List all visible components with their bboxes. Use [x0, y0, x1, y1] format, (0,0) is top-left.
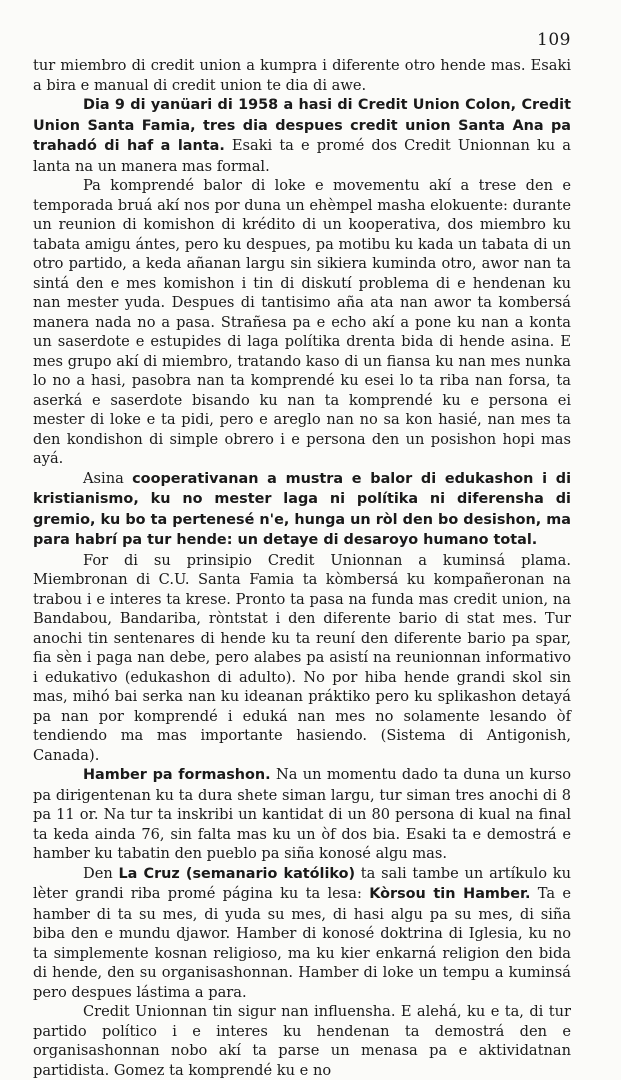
bold-text-run: Hamber pa formashon.: [83, 767, 271, 783]
paragraph: [33, 1002, 571, 1080]
text-run: Den: [83, 864, 119, 882]
paragraph: [33, 864, 571, 1003]
text-run: Credit Unionnan tin sigur nan influensha. E alehá, ku e ta, di tur partido político i e interes ku hendenan ta demostrá den e organisashonnan nobo akí ta parse un menasa pa e aktividatnan partidista. Gomez ta komprendé ku e no: [33, 1003, 571, 1079]
paragraph: [33, 765, 571, 864]
page-number: 109: [537, 30, 571, 50]
paragraph: [33, 56, 571, 95]
paragraph: [33, 95, 571, 176]
paragraph: [33, 176, 571, 469]
paragraph: [33, 551, 571, 766]
text-run: Esaki ta e promé dos Credit Unionnan ku a lanta na un manera mas formal.: [33, 137, 571, 175]
bold-text-run: cooperativanan a mustra e balor di edukashon i di kristianismo, ku no mester laga ni polítika ni diferensha di gremio, ku bo ta pertenesé n'e, hunga un ròl den bo desishon, ma para habrí pa tur hende: un detaye di desaroyo humano total.: [33, 470, 572, 548]
text-run: ta sali tambe un artíkulo ku lèter grandi riba promé página ku ta lesa:: [33, 864, 571, 902]
text-run: Pa komprendé balor di loke e movementu akí a trese den e temporada bruá akí nos por duna un ehèmpel masha elokuente: durante un reunion di komishon di krédito di un kooperativa, dos miembro ku tabata amigu ántes, pero ku despues, pa motibu ku kada un tabata di un otro partido, a keda añanan largu sin sikiera kuminda otro, awor nan ta sintá den e mes komishon i tin di diskutí problema di e hendenan ku nan mester yuda. Despues di tantisimo aña ata nan awor ta kombersá manera nada no a pasa. Strañesa pa e echo akí a pone ku nan a konta un saserdote e estupides di laga polítika drenta bida di hende asina. E mes grupo akí di miembro, tratando kaso di un fiansa ku nan mes nunka lo no a hasi, pasobra nan ta komprendé ku esei lo ta riba nan forsa, ta aserká e saserdote bisando ku nan ta komprendé ku e persona ei mester di loke e ta pidi, pero e areglo nan no sa kon hasié, nan mes ta den kondishon di simple obrero i e persona den un posishon hopi mas ayá.: [33, 177, 571, 467]
text-run: For di su prinsipio Credit Unionnan a kuminsá plama. Miembronan di C.U. Santa Famia ta kòmbersá ku kompañeronan na trabou i e interes ta krese. Pronto ta pasa na funda mas credit union, na Bandabou, Bandariba, ròntstat i den diferente bario di stat mes. Tur anochi tin sentenares di hende ku ta reuní den diferente bario pa spar, fia sèn i paga nan debe, pero alabes pa asistí na reunionnan informativo i edukativo (edukashon di adulto). No por hiba hende grandi skol sin mas, mihó bai serka nan ku ideanan práktiko pero ku splikashon detayá pa nan por komprendé i eduká nan mes no solamente lesando òf tendiendo ma mas importante hasiendo. (Sistema di Antigonish, Canada).: [33, 551, 571, 764]
bold-text-run: Dia 9 di yanüari di 1958 a hasi di Credit Union Colon, Credit Union Santa Famia, tres dia despues credit union Santa Ana pa trahadó di haf a lanta.: [33, 97, 571, 154]
text-run: Asina: [83, 469, 133, 487]
bold-text-run: La Cruz (semanario katóliko): [118, 865, 356, 882]
text-run: Ta e hamber di ta su mes, di yuda su mes, di hasi algu pa su mes, di siña biba den e mundu djawor. Hamber di konosé doktrina di Iglesia, ku no ta simplemente kosnan religioso, ma ku kier enkarná religion den bida di hende, den su organisashonnan. Hamber di loke un tempu a kuminsá pero despues lástima a para.: [33, 885, 572, 1001]
text-run: tur miembro di credit union a kumpra i diferente otro hende mas. Esaki a bira e manual di credit union te dia di awe.: [33, 57, 571, 94]
text-body: [33, 56, 571, 1080]
bold-text-run: Kòrsou tin Hamber.: [369, 886, 531, 902]
text-run: Na un momentu dado ta duna un kurso pa dirigentenan ku ta dura shete siman largu, tur siman tres anochi di 8 pa 11 or. Na tur ta inskribi un kantidat di un 80 persona di kual na final ta keda ainda 76, sin falta mas ku un òf dos bia. Esaki ta e demostrá e hamber ku tabatin den pueblo pa siña konosé algu mas.: [33, 766, 571, 862]
paragraph: [33, 469, 571, 551]
